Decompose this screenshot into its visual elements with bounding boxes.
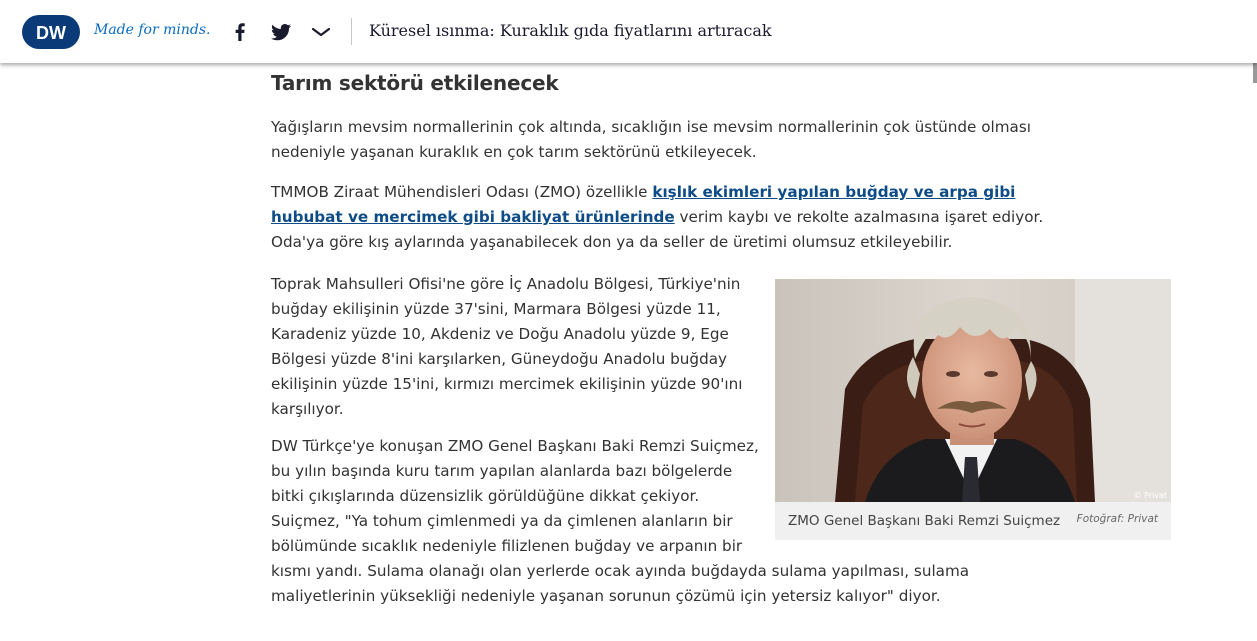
paragraph-3: Toprak Mahsulleri Ofisi'ne göre İç Anadolu Bölgesi, Türkiye'nin buğday ekilişinin yüzde 37'sini, Marmara Bölgesi yüzde 11, Karadeniz yüzde 10, Akdeniz ve Doğu Anadolu yüzde 9, Ege Bölgesi yüzde 8'ini karşılarken, Güneydoğu Anadolu buğday ekilişinin yüzde 15'ini, kırmızı mercimek ekilişinin yüzde 90'ını karşılıyor. xyxy=(271,275,743,418)
twitter-icon[interactable] xyxy=(269,20,293,44)
site-header xyxy=(0,0,1257,63)
chevron-down-icon[interactable] xyxy=(309,20,333,44)
tagline: Made for minds. xyxy=(94,22,211,38)
photo-credit-tag: © Privat xyxy=(1133,491,1167,500)
paragraph-4-text: DW Türkçe'ye konuşan ZMO Genel Başkanı Baki Remzi Suiçmez, bu yılın başında kuru tarım yapılan alanlarda bazı bölgelerde bitki çıkışlarında düzensizlik görüldüğüne dikkat çekiyor. Suiçmez, "Ya tohum çimlenmedi ya da çimlenen alanların bir bölümünde sıcaklık nedeniyle filizlenen buğday ve arpanın bir kısmı yandı. Sulama olanağı olan yerlerde ocak ayında buğdayda sulama yapılması, sulama maliyetlerinin yüksekliği nedeniyle yaşanan sorunun çözümü için yetersiz kalıyor" diyor. xyxy=(271,437,970,605)
svg-text:DW: DW xyxy=(36,23,66,43)
portrait-illustration xyxy=(775,279,1171,502)
article-title: Küresel ısınma: Kuraklık gıda fiyatlarını artıracak xyxy=(369,21,772,40)
paragraph-2-text: TMMOB Ziraat Mühendisleri Odası (ZMO) özellikle xyxy=(271,183,653,201)
figure xyxy=(775,279,1171,540)
inline-link[interactable]: kışlık ekimleri yapılan buğday ve arpa gibi hububat ve mercimek gibi bakliyat ürünlerinde xyxy=(271,183,1016,226)
facebook-icon[interactable] xyxy=(228,20,252,44)
scrollbar[interactable] xyxy=(1253,63,1257,83)
header-divider xyxy=(351,18,352,45)
paragraph-2-text-end: verim kaybı ve rekolte azalmasına işaret ediyor. Oda'ya göre kış aylarında yaşanabilecek don ya da seller de üretimi olumsuz etkileyebilir. xyxy=(271,208,1044,251)
figure-caption: ZMO Genel Başkanı Baki Remzi Suiçmez xyxy=(788,513,1061,529)
article-body xyxy=(271,70,1071,96)
paragraph-2 xyxy=(271,180,1071,255)
section-heading: Tarım sektörü etkilenecek xyxy=(271,71,559,95)
portrait-photo[interactable] xyxy=(775,279,1171,502)
figure-credit: Fotoğraf: Privat xyxy=(1076,513,1158,525)
dw-logo[interactable] xyxy=(22,15,80,49)
paragraph-1: Yağışların mevsim normallerinin çok altında, sıcaklığın ise mevsim normallerinin çok üstünde olması nedeniyle yaşanan kuraklık en çok tarım sektörünü etkileyecek. xyxy=(271,118,1031,161)
